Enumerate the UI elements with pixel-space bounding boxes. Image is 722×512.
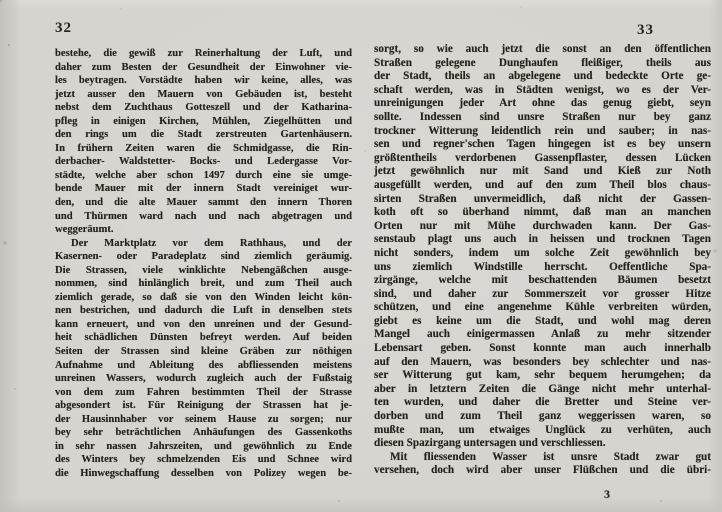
- text-line: unreinen Wassers, wodurch zugleich auch der Fußstaig: [55, 373, 352, 385]
- text-line: ten wurden, und daher die Bretter und Steine ver-: [374, 396, 711, 409]
- text-line: Aufnahme und Ableitung des abfliessenden meistens: [55, 359, 352, 371]
- text-line: aber in letztern Zeiten die Gänge nicht mehr unterhal-: [374, 382, 711, 395]
- text-line: von dem zum Fahren bestimmten Theil der Strasse: [55, 386, 352, 398]
- text-line: des Winters bey schmelzenden Eis und Schnee wird: [55, 454, 352, 466]
- text-line: Orten nur mit Mühe durchwaden kann. Der Gas-: [374, 219, 711, 232]
- text-line: ser Witterung gut kam, sehr bequem herumgehen; da: [374, 369, 711, 382]
- text-line: den, und die alte Mauer sammt den innern Thoren: [55, 197, 352, 209]
- text-line: Mit fliessenden Wasser ist unsre Stadt zwar gut: [390, 450, 711, 463]
- text-line: abgesondert ist. Für Reinigung der Strassen hat je-: [55, 400, 352, 412]
- text-line: unreinigungen jeder Art ohne das genug giebt, seyn: [374, 97, 711, 110]
- text-line: der Hausinnhaber vor seinem Hause zu sorgen; nur: [55, 413, 352, 425]
- text-line: städte, welche aber schon 1497 durch eine sie umge-: [55, 169, 352, 181]
- text-line: mußte man, um etwaiges Unglück zu verhüten, auch: [374, 423, 711, 436]
- text-line: uns ziemlich Windstille herrscht. Oeffentliche Spa-: [374, 260, 711, 273]
- text-line: jetzt gewöhnlich nur mit Sand und Kieß zur Noth: [374, 165, 711, 178]
- text-line: daher zum Besten der Gesundheit der Einwohner vie-: [55, 61, 352, 73]
- text-line: schützen, und eine angenehme Kühle verbreiten würden,: [374, 301, 711, 314]
- page-number-right: 33: [637, 22, 654, 38]
- text-line: in sehr nassen Jahrszeiten, und gewöhnlich zu Ende: [55, 440, 352, 452]
- text-line: sirten Straßen unvermeidlich, daß nicht der Gassen-: [374, 192, 711, 205]
- text-line: dorben und zum Theil ganz weggerissen waren, so: [374, 410, 711, 423]
- text-line: sorgt, so wie auch jetzt die sonst an den öffentlichen: [374, 43, 711, 55]
- page-right-text-block: [374, 43, 711, 478]
- text-line: versehen, doch wird aber unser Flüßchen und die übri-: [374, 464, 711, 477]
- page-number-left: 32: [55, 20, 72, 36]
- text-line: auf den Mauern, was besonders bey schlechter und nas-: [374, 355, 711, 368]
- text-line: pfleg in einigen Kirchen, Mühlen, Ziegelhütten und: [55, 115, 352, 127]
- text-line: Mangel auch einigermassen Anlaß zu mehr sitzender: [374, 328, 711, 341]
- text-line: bestehe, die gewiß zur Reinerhaltung der Luft, und: [55, 48, 352, 59]
- text-line: ziemlich gerade, so daß sie von den Winden leicht kön-: [55, 291, 352, 303]
- text-line: nicht sonders, indem um solche Zeit gewöhnlich bey: [374, 246, 711, 259]
- text-line: jetzt ausser den Mauern von Gebäuden ist, besteht: [55, 88, 352, 100]
- text-line: zirgänge, welche mit beschattenden Bäumen besetzt: [374, 274, 711, 287]
- text-line: In frühern Zeiten waren die Schmidgasse, die Rin-: [55, 142, 352, 154]
- text-line: nen bestrichen, und dadurch die Luft in denselben stets: [55, 305, 352, 317]
- text-line: diesen Spazirgang untersagen und verschliessen.: [374, 437, 606, 450]
- text-line: giebt es keine um die Stadt, und wohl mag deren: [374, 314, 711, 327]
- text-line: Der Marktplatz vor dem Rathhaus, und der: [71, 237, 352, 249]
- text-line: Kasernen- oder Paradeplatz sind ziemlich geräumig.: [55, 251, 352, 263]
- printer-signature-mark: 3: [604, 487, 610, 501]
- text-line: heit schädlichen Dünsten befreyt werden. Auf beiden: [55, 332, 352, 344]
- text-line: les beytragen. Vorstädte haben wir keine, alles, was: [55, 75, 352, 87]
- text-line: ausgefüllt werden, und auf den zum Theil blos chaus-: [374, 178, 711, 191]
- text-line: kann erneuert, und von den unreinen und der Gesund-: [55, 318, 352, 330]
- text-line: trockner Witterung leidentlich rein und sauber; in nas-: [374, 124, 711, 137]
- text-line: größtentheils verdorbenen Gassenpflaster, dessen Lücken: [374, 151, 711, 164]
- text-line: senstaub plagt uns auch in heissen und trocknen Tagen: [374, 233, 711, 246]
- page-left-text-block: [55, 47, 352, 481]
- text-line: der Stadt, theils an abgelegene und bedeckte Orte ge-: [374, 70, 711, 83]
- text-line: Lebensart geben. Sonst konnte man auch innerhalb: [374, 342, 711, 355]
- text-line: weggeräumt.: [55, 224, 114, 236]
- text-line: derbacher- Waldstetter- Bocks- und Ledergasse Vor-: [55, 156, 352, 168]
- text-line: Seiten der Strassen sind kleine Gräben zur nöthigen: [55, 346, 352, 358]
- text-line: bey sehr beträchtlichen Anhäufungen des Gassenkoths: [55, 427, 352, 439]
- scan-speckles: [0, 0, 2, 2]
- text-line: sollte. Indessen sind unsre Straßen nur bey ganz: [374, 110, 711, 123]
- text-line: koth oft so überhand nimmt, daß man an manchen: [374, 206, 711, 219]
- text-line: und Thürmen ward nach und nach abgetragen und: [55, 210, 352, 222]
- text-line: sind, und daher zur Sommerszeit vor grosser Hitze: [374, 287, 711, 300]
- text-line: Die Strassen, viele winklichte Nebengäßchen ausge-: [55, 264, 352, 276]
- text-line: nommen, sind hinlänglich breit, und zum Theil auch: [55, 278, 352, 290]
- text-line: sen und regner'schen Tagen hingegen ist es bey unsern: [374, 138, 711, 151]
- text-line: nebst dem Zuchthaus Gotteszell und der Katharina-: [55, 102, 352, 114]
- text-line: die Hinwegschaffung desselben von Polizey wegen be-: [55, 467, 352, 479]
- text-line: bende Mauer mit der innern Stadt vereiniget wur-: [55, 183, 352, 195]
- text-line: den rings um die Stadt zerstreuten Gartenhäusern.: [55, 129, 352, 141]
- text-line: Straßen gelegene Dunghaufen fleißiger, theils aus: [374, 56, 711, 69]
- text-line: schaft werden, was in Städten wenigst, wo es der Ver-: [374, 83, 711, 96]
